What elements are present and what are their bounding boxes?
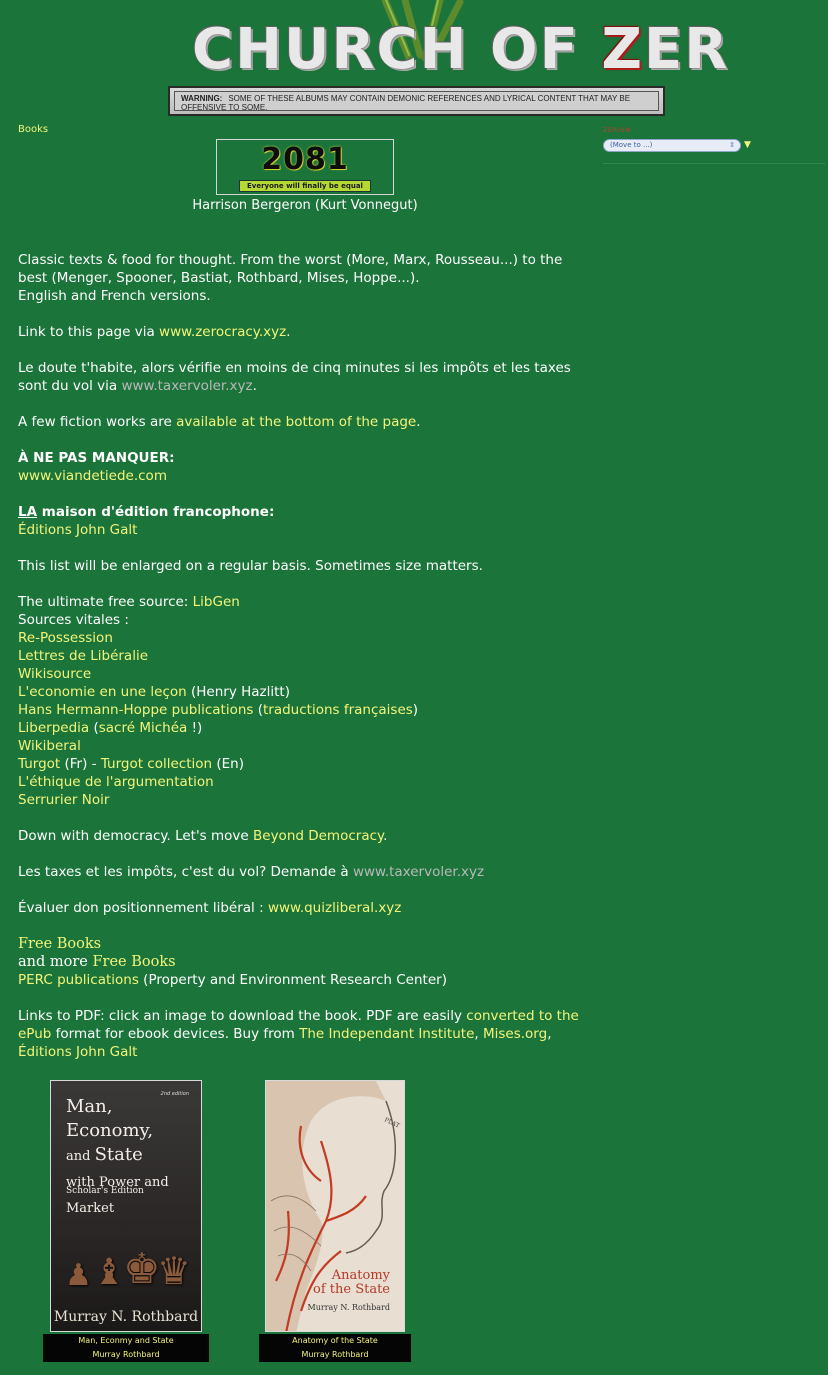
hoppe-french-link[interactable]: traductions françaises xyxy=(262,702,413,718)
democracy-paragraph: Down with democracy. Let's move Beyond Democracy. xyxy=(18,828,388,844)
cover-subtitle: Scholar's Edition xyxy=(66,1186,144,1196)
banner-subtitle: Everyone will finally be equal xyxy=(239,180,371,192)
movie-2081-banner[interactable] xyxy=(216,139,394,195)
caption-author: Murray Rothbard xyxy=(301,1350,369,1359)
zerocracy-link[interactable]: www.zerocracy.xyz xyxy=(159,324,287,340)
free-books-link-2[interactable]: Free Books xyxy=(92,954,176,970)
select-arrows-icon: ⇳ xyxy=(729,141,735,149)
book-cover-man-economy-state[interactable] xyxy=(50,1080,202,1332)
epub-conversion-link[interactable]: converted to the ePub xyxy=(18,1008,579,1042)
move-to-select[interactable] xyxy=(603,139,741,152)
mises-org-link[interactable]: Mises.org xyxy=(482,1026,548,1042)
michea-link[interactable]: sacré Michéa xyxy=(98,720,188,736)
editions-john-galt-buy-link[interactable]: Éditions John Galt xyxy=(18,1044,138,1060)
sources-vitales-label: Sources vitales : xyxy=(18,612,129,628)
lettres-liberalie-link[interactable]: Lettres de Libéralie xyxy=(18,648,149,664)
parental-warning-banner xyxy=(168,86,665,116)
repossession-link[interactable]: Re-Possession xyxy=(18,630,113,646)
libgen-link[interactable]: LibGen xyxy=(192,594,240,610)
serrurier-noir-link[interactable]: Serrurier Noir xyxy=(18,792,110,808)
warning-label: WARNING: xyxy=(181,94,223,103)
la-emphasis: LA xyxy=(18,504,38,520)
go-triangle-icon[interactable]: ▼ xyxy=(744,140,751,150)
cover-title: Man, Economy, and State with Power and Market xyxy=(66,1096,169,1216)
intro-paragraph: Classic texts & food for thought. From the worst (More, Marx, Rousseau...) to the best (Menger, Spooner, Bastiat, Rothbard, Mises, Hoppe...). English and French versions. xyxy=(18,252,563,304)
turgot-link[interactable]: Turgot xyxy=(18,756,61,772)
main-content xyxy=(18,251,588,1079)
sources-list: The ultimate free source: LibGen Sources vitales : Re-Possession Lettres de Libéralie Wikisource L'economie en une leçon (Henry Hazlitt) Hans Hermann-Hoppe publications (traductions françaises) Liberpedia (sacré Michéa !) Wikiberal Turgot (Fr) - Turgot collection (En) L'éthique de l'argumentation Serrurier Noir xyxy=(18,594,419,808)
turgot-collection-link[interactable]: Turgot collection xyxy=(100,756,213,772)
quiz-paragraph: Évaluer don positionnement libéral : www.quizliberal.xyz xyxy=(18,900,402,916)
chess-queen-icon: ♛ xyxy=(157,1249,192,1293)
wikisource-link[interactable]: Wikisource xyxy=(18,666,92,682)
chess-king-icon: ♚ xyxy=(123,1244,161,1293)
chess-pawn-icon: ♟ xyxy=(65,1258,92,1293)
banner-caption: Harrison Bergeron (Kurt Vonnegut) xyxy=(192,198,418,213)
beyond-democracy-link[interactable]: Beyond Democracy xyxy=(253,828,384,844)
publisher-heading: maison d'édition francophone: xyxy=(37,504,275,520)
cover-edition: 2nd edition xyxy=(160,1091,189,1097)
quizliberal-link[interactable]: www.quizliberal.xyz xyxy=(267,900,402,916)
liberpedia-link[interactable]: Liberpedia xyxy=(18,720,90,736)
doubt-paragraph: Le doute t'habite, alors vérifie en moins de cinq minutes si les impôts et les taxes sont du vol via www.taxervoler.xyz. xyxy=(18,360,571,394)
publisher-section xyxy=(18,503,588,539)
book-cover-anatomy-of-the-state[interactable] xyxy=(265,1080,405,1332)
dont-miss-section xyxy=(18,449,588,485)
taxervoler-link-2[interactable]: www.taxervoler.xyz xyxy=(352,864,485,880)
caption-title: Anatomy of the State xyxy=(292,1336,378,1345)
hoppe-publications-link[interactable]: Hans Hermann-Hoppe publications xyxy=(18,702,254,718)
pdf-paragraph: Links to PDF: click an image to download the book. PDF are easily converted to the ePub format for ebook devices. Buy from The Independant Institute, Mises.org, Éditions John Galt xyxy=(18,1008,579,1060)
enlarged-paragraph: This list will be enlarged on a regular basis. Sometimes size matters. xyxy=(18,558,483,574)
dont-miss-heading: À NE PAS MANQUER: xyxy=(18,450,175,466)
caption-title: Man, Econmy and State xyxy=(78,1336,174,1345)
fiction-bottom-link[interactable]: available at the bottom of the page xyxy=(176,414,417,430)
fiction-paragraph: A few fiction works are available at the bottom of the page. xyxy=(18,414,421,430)
site-logo[interactable]: CHURCH OF ZER xyxy=(192,17,730,82)
banner-number: 2081 xyxy=(261,142,349,177)
sidebar-title: ZERISM xyxy=(603,127,632,134)
book-caption-anatomy-of-the-state[interactable] xyxy=(259,1334,411,1362)
site-header xyxy=(0,0,828,120)
cover-plate-label: PLAT xyxy=(383,1116,401,1130)
free-books-link-1[interactable]: Free Books xyxy=(18,936,102,952)
warning-text: SOME OF THESE ALBUMS MAY CONTAIN DEMONIC REFERENCES AND LYRICAL CONTENT THAT MAY BE OFFENSIVE TO SOME. xyxy=(181,94,631,112)
ethique-argumentation-link[interactable]: L'éthique de l'argumentation xyxy=(18,774,214,790)
logo-z-letter: Z xyxy=(601,17,644,82)
taxervoler-link-1[interactable]: www.taxervoler.xyz xyxy=(121,378,253,394)
cover-title: Anatomy of the State xyxy=(313,1268,390,1297)
taxes-paragraph: Les taxes et les impôts, c'est du vol? Demande à www.taxervoler.xyz xyxy=(18,864,485,880)
link-via-paragraph: Link to this page via www.zerocracy.xyz. xyxy=(18,324,291,340)
caption-author: Murray Rothbard xyxy=(92,1350,160,1359)
independant-institute-link[interactable]: The Independant Institute xyxy=(299,1026,475,1042)
perc-publications-link[interactable]: PERC publications xyxy=(18,972,139,988)
move-to-select-value: (Move to ...) xyxy=(610,141,653,149)
book-caption-man-economy-state[interactable] xyxy=(43,1334,209,1362)
wikiberal-link[interactable]: Wikiberal xyxy=(18,738,81,754)
cover-author: Murray N. Rothbard xyxy=(53,1309,199,1325)
viandetiede-link[interactable]: www.viandetiede.com xyxy=(18,468,167,484)
economie-lecon-link[interactable]: L'economie en une leçon xyxy=(18,684,187,700)
cover-author: Murray N. Rothbard xyxy=(307,1303,390,1312)
chess-bishop-icon: ♝ xyxy=(93,1252,126,1293)
free-books-section: Free Books and more Free Books PERC publications (Property and Environment Research Center) xyxy=(18,936,447,988)
nav-books-link[interactable]: Books xyxy=(18,124,49,135)
sidebar-divider xyxy=(603,163,825,164)
editions-john-galt-link[interactable]: Éditions John Galt xyxy=(18,522,138,538)
